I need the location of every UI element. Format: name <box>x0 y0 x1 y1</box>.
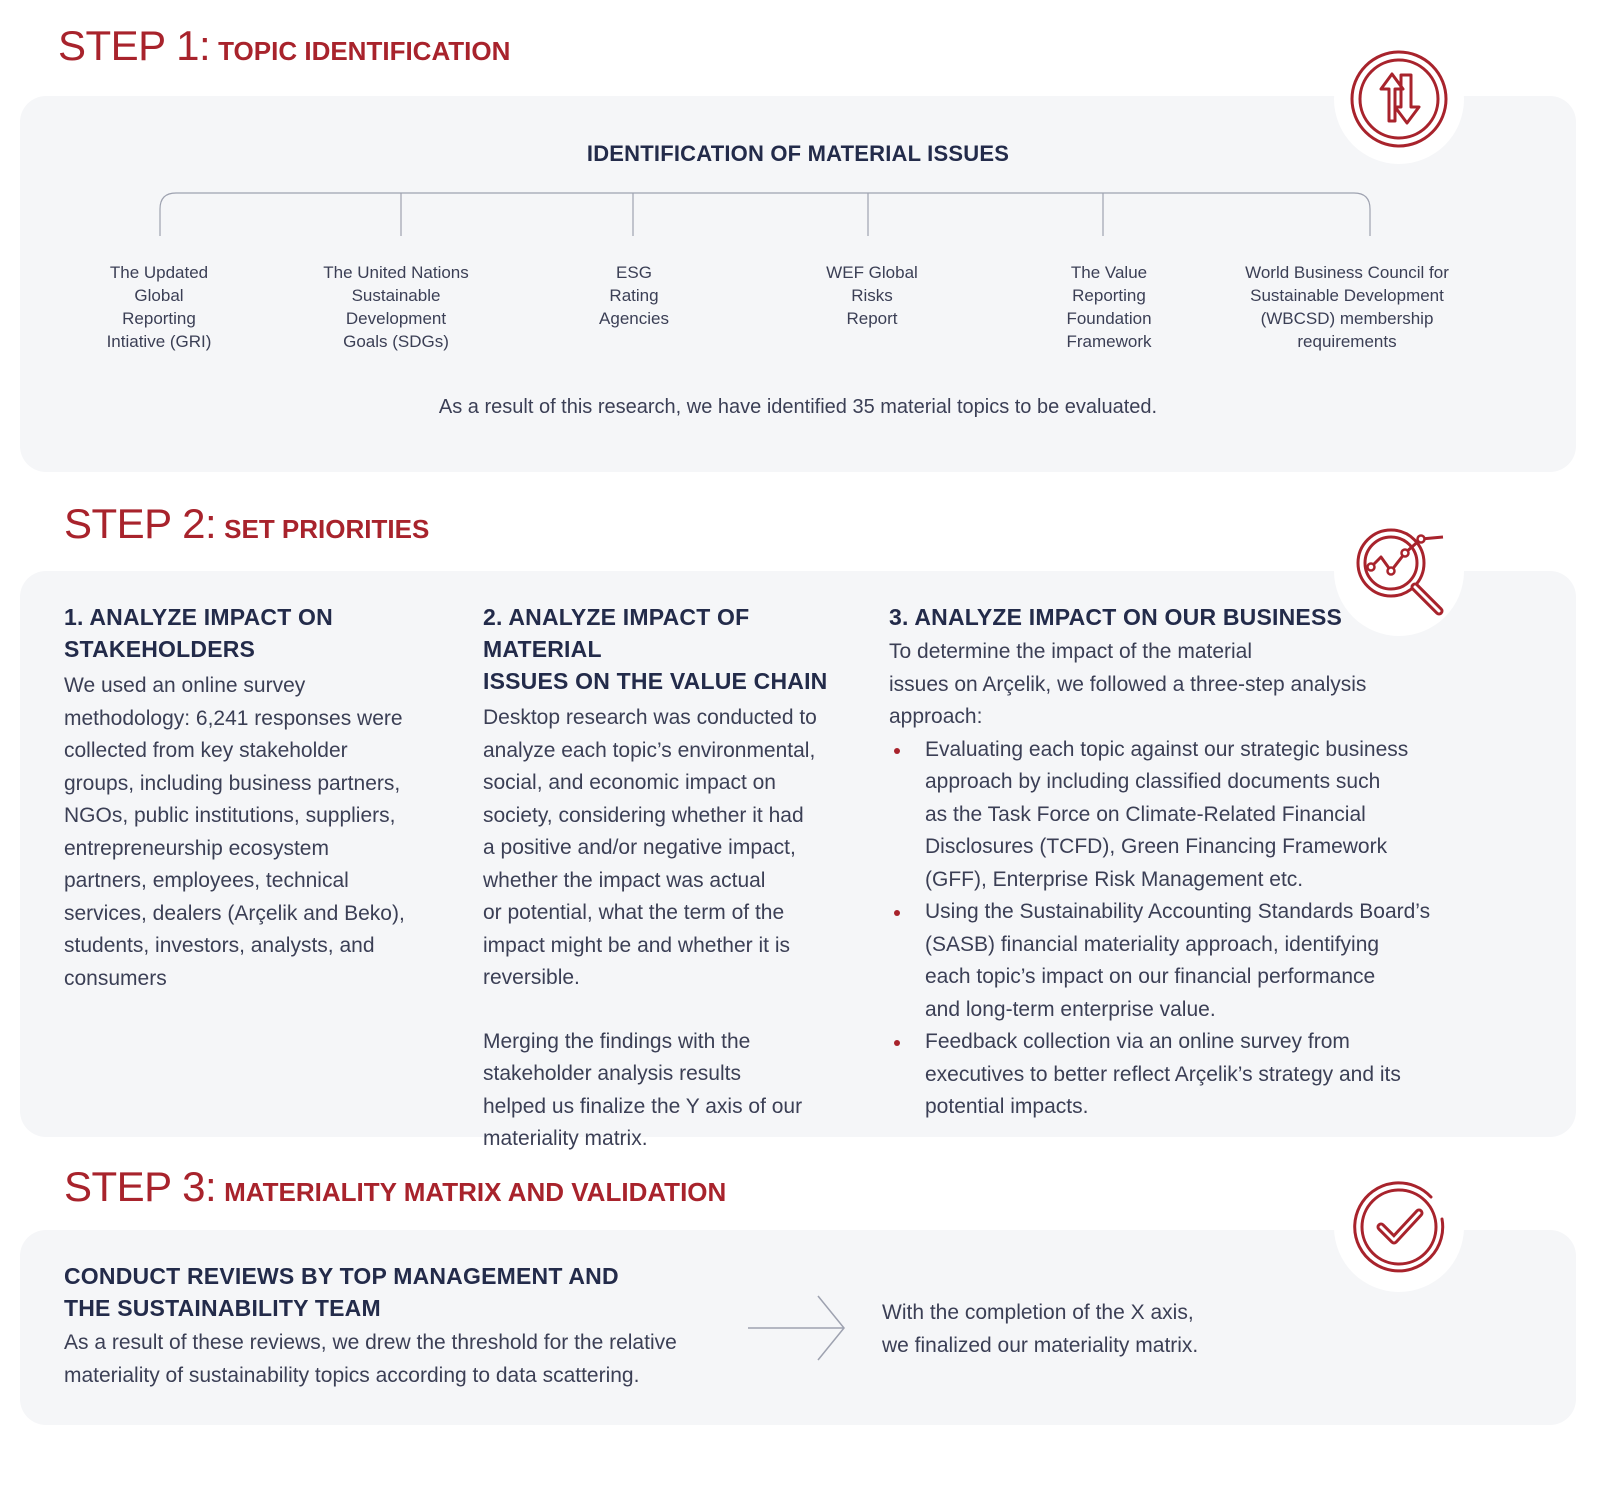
step2-icon-badge <box>1334 506 1464 636</box>
up-down-arrows-icon <box>1347 47 1451 151</box>
arrow-right-icon <box>748 1294 858 1364</box>
business-intro: To determine the impact of the material issues on Arçelik, we followed a three-step analysis approach: <box>889 640 1367 728</box>
stakeholders-body: We used an online survey methodology: 6,241 responses were collected from key stakeholder groups, including business partners, NGOs, public institutions, suppliers, entrepreneurship ecosystem partners, employees, technical services, dealers (Arçelik and Beko), students, investors, analysts, and consumers <box>64 674 405 990</box>
business-bullet-1: Evaluating each topic against our strategic business approach by including classified documents such as the Task Force on Climate-Related Financial Disclosures (TCFD), Green Financing Framework (GFF), Enterprise Risk Management etc. <box>889 734 1489 897</box>
magnifier-chart-icon <box>1347 519 1451 623</box>
step1-icon-badge <box>1334 34 1464 164</box>
reviews-heading: CONDUCT REVIEWS BY TOP MANAGEMENT AND THE SUSTAINABILITY TEAM <box>64 1263 619 1321</box>
value-chain-heading: 2. ANALYZE IMPACT OF MATERIAL ISSUES ON THE VALUE CHAIN <box>483 604 828 694</box>
step3-heading <box>64 1163 726 1211</box>
business-bullets <box>889 734 1489 1124</box>
step1-heading <box>58 22 510 70</box>
source-wbcsd: World Business Council for Sustainable Development (WBCSD) membership requirements <box>1245 263 1449 351</box>
step2-panel <box>20 571 1576 1150</box>
value-chain-body-2: Merging the findings with the stakeholder analysis results helped us finalize the Y axis of our materiality matrix. <box>483 1029 803 1150</box>
business-bullet-3: Feedback collection via an online survey from executives to better reflect Arçelik’s strategy and its potential impacts. <box>889 1026 1489 1124</box>
checkmark-icon <box>1347 1175 1451 1279</box>
step2-label: STEP 2: <box>64 500 217 547</box>
source-gri: The Updated Global Reporting Intiative (GRI) <box>106 263 212 351</box>
step1-panel <box>20 96 1576 472</box>
value-chain-body-1: Desktop research was conducted to analyze each topic’s environmental, social, and economic impact on society, considering whether it had a positive and/or negative impact, whether the impact was actual or potential, what the term of the impact might be and whether it is reversible. <box>483 706 817 989</box>
material-issues-heading: IDENTIFICATION OF MATERIAL ISSUES <box>586 141 1010 166</box>
step2-title: SET PRIORITIES <box>224 514 430 544</box>
step1-result: As a result of this research, we have identified 35 material topics to be evaluated. <box>438 396 1158 418</box>
source-esg: ESG Rating Agencies <box>599 263 669 328</box>
stakeholders-column <box>64 601 444 995</box>
step3-icon-badge <box>1334 1162 1464 1292</box>
source-vrf: The Value Reporting Foundation Framework <box>1066 263 1152 351</box>
step2-heading <box>64 500 429 548</box>
step1-title: TOPIC IDENTIFICATION <box>218 36 511 66</box>
reviews-body: As a result of these reviews, we drew the threshold for the relative materiality of sustainability topics according to data scattering. <box>64 1331 677 1387</box>
source-wef: WEF Global Risks Report <box>826 263 918 328</box>
step3-label: STEP 3: <box>64 1163 217 1210</box>
business-column <box>889 601 1489 1124</box>
step1-label: STEP 1: <box>58 22 211 69</box>
value-chain-column <box>483 601 873 1156</box>
business-heading: 3. ANALYZE IMPACT ON OUR BUSINESS <box>889 604 1343 630</box>
business-bullet-2: Using the Sustainability Accounting Standards Board’s (SASB) financial materiality approach, identifying each topic’s impact on our financial performance and long-term enterprise value. <box>889 896 1489 1026</box>
source-sdgs: The United Nations Sustainable Development Goals (SDGs) <box>323 263 469 351</box>
stakeholders-heading: 1. ANALYZE IMPACT ON STAKEHOLDERS <box>64 604 333 662</box>
step3-result: With the completion of the X axis, we finalized our materiality matrix. <box>882 1301 1199 1357</box>
step3-title: MATERIALITY MATRIX AND VALIDATION <box>224 1177 727 1207</box>
reviews-column <box>64 1260 744 1392</box>
